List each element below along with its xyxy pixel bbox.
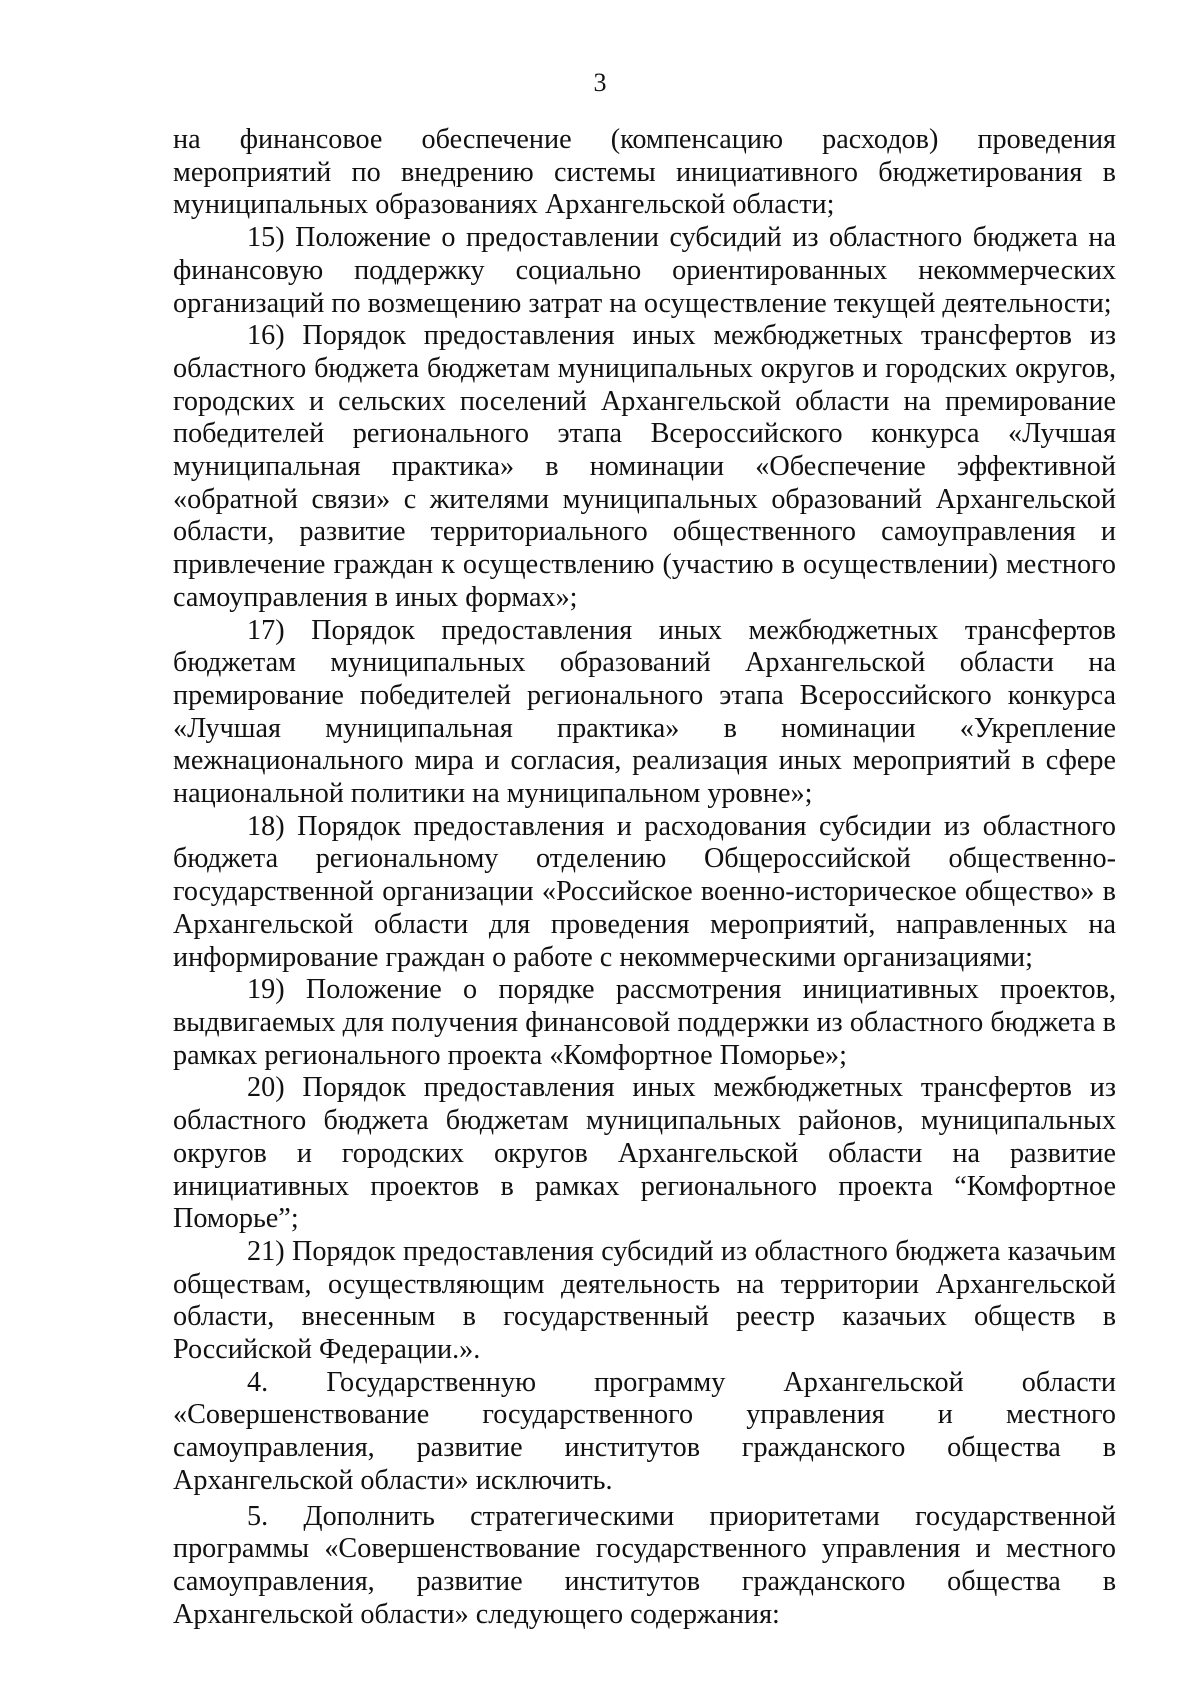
paragraph-item-15: 15) Положение о предоставлении субсидий из областного бюджета на финансовую поддержку социально ориентированных некоммерческих организаций по возмещению затрат на осуществление текущей деятельности; (173, 222, 1116, 319)
paragraph-item-20: 20) Порядок предоставления иных межбюджетных трансфертов из областного бюджета бюджетам муниципальных районов, муниципальных округов и городских округов Архангельской области на развитие инициативных проектов в рамках регионального проекта “Комфортное Поморье”; (173, 1072, 1116, 1235)
document-body (173, 124, 1116, 1631)
paragraph-item-17: 17) Порядок предоставления иных межбюджетных трансфертов бюджетам муниципальных образований Архангельской области на премирование победителей регионального этапа Всероссийского конкурса «Лучшая муниципальная практика» в номинации «Укрепление межнационального мира и согласия, реализация иных мероприятий в сфере национальной политики на муниципальном уровне»; (173, 614, 1116, 810)
paragraph-item-18: 18) Порядок предоставления и расходования субсидии из областного бюджета региональному отделению Общероссийской общественно-государственной организации «Российское военно-историческое общество» в Архангельской области для проведения мероприятий, направленных на информирование граждан о работе с некоммерческими организациями; (173, 810, 1116, 973)
paragraph-continuation: на финансовое обеспечение (компенсацию расходов) проведения мероприятий по внедрению системы инициативного бюджетирования в муниципальных образованиях Архангельской области; (173, 124, 1116, 221)
paragraph-item-21: 21) Порядок предоставления субсидий из областного бюджета казачьим обществам, осуществляющим деятельность на территории Архангельской области, внесенным в государственный реестр казачьих обществ в Российской Федерации.». (173, 1235, 1116, 1366)
paragraph-item-19: 19) Положение о порядке рассмотрения инициативных проектов, выдвигаемых для получения финансовой поддержки из областного бюджета в рамках регионального проекта «Комфортное Поморье»; (173, 974, 1116, 1071)
page-number: 3 (593, 68, 607, 97)
paragraph-item-16: 16) Порядок предоставления иных межбюджетных трансфертов из областного бюджета бюджетам муниципальных округов и городских округов, городских и сельских поселений Архангельской области на премирование победителей регионального этапа Всероссийского конкурса «Лучшая муниципальная практика» в номинации «Обеспечение эффективной «обратной связи» с жителями муниципальных образований Архангельской области, развитие территориального общественного самоуправления и привлечение граждан к осуществлению (участию в осуществлении) местного самоуправления в иных формах»; (173, 320, 1116, 613)
paragraph-section-4: 4. Государственную программу Архангельской области «Совершенствование государственного управления и местного самоуправления, развитие институтов гражданского общества в Архангельской области» исключить. (173, 1366, 1116, 1496)
paragraph-section-5: 5. Дополнить стратегическими приоритетами государственной программы «Совершенствование государственного управления и местного самоуправления, развитие институтов гражданского общества в Архангельской области» следующего содержания: (173, 1500, 1116, 1630)
